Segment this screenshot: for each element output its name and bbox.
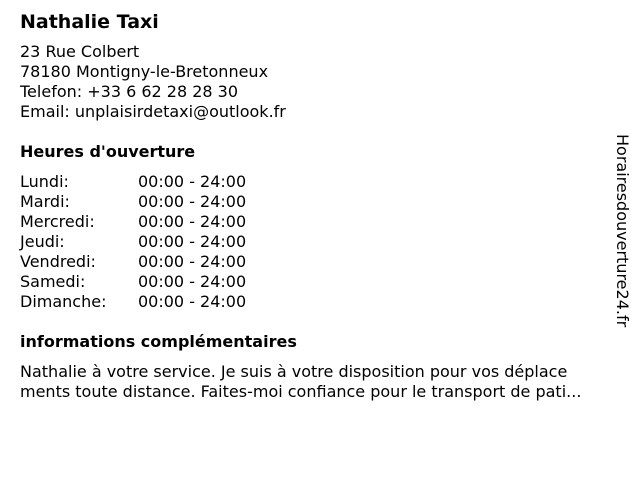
phone-number: Telefon: +33 6 62 28 28 30 bbox=[20, 82, 239, 101]
business-name: Nathalie Taxi bbox=[20, 11, 159, 33]
time-range: 00:00 - 24:00 bbox=[138, 232, 247, 251]
time-range: 00:00 - 24:00 bbox=[138, 272, 247, 291]
hours-row-monday bbox=[20, 172, 620, 192]
day-label: Vendredi: bbox=[20, 252, 96, 271]
time-range: 00:00 - 24:00 bbox=[138, 252, 247, 271]
time-range: 00:00 - 24:00 bbox=[138, 212, 247, 231]
day-label: Mercredi: bbox=[20, 212, 95, 231]
address-city: 78180 Montigny-le-Bretonneux bbox=[20, 62, 269, 81]
hours-row-tuesday bbox=[20, 192, 620, 212]
opening-hours-table bbox=[20, 172, 620, 312]
time-range: 00:00 - 24:00 bbox=[138, 192, 247, 211]
day-label: Jeudi: bbox=[20, 232, 65, 251]
description-line-1: Nathalie à votre service. Je suis à votre disposition pour vos déplace bbox=[20, 362, 568, 381]
time-range: 00:00 - 24:00 bbox=[138, 292, 247, 311]
site-watermark: Horairesdouverture24.fr bbox=[613, 134, 632, 328]
hours-row-friday bbox=[20, 252, 620, 272]
hours-row-wednesday bbox=[20, 212, 620, 232]
time-range: 00:00 - 24:00 bbox=[138, 172, 247, 191]
hours-row-sunday bbox=[20, 292, 620, 312]
description-line-2: ments toute distance. Faites-moi confiance pour le transport de pati... bbox=[20, 382, 582, 401]
day-label: Lundi: bbox=[20, 172, 69, 191]
hours-row-thursday bbox=[20, 232, 620, 252]
additional-info-heading: informations complémentaires bbox=[20, 332, 297, 351]
day-label: Mardi: bbox=[20, 192, 70, 211]
day-label: Dimanche: bbox=[20, 292, 107, 311]
business-description bbox=[20, 362, 630, 402]
address-street: 23 Rue Colbert bbox=[20, 42, 140, 61]
opening-hours-heading: Heures d'ouverture bbox=[20, 142, 196, 161]
day-label: Samedi: bbox=[20, 272, 86, 291]
email-address: Email: unplaisirdetaxi@outlook.fr bbox=[20, 102, 286, 121]
hours-row-saturday bbox=[20, 272, 620, 292]
business-card bbox=[20, 8, 620, 402]
